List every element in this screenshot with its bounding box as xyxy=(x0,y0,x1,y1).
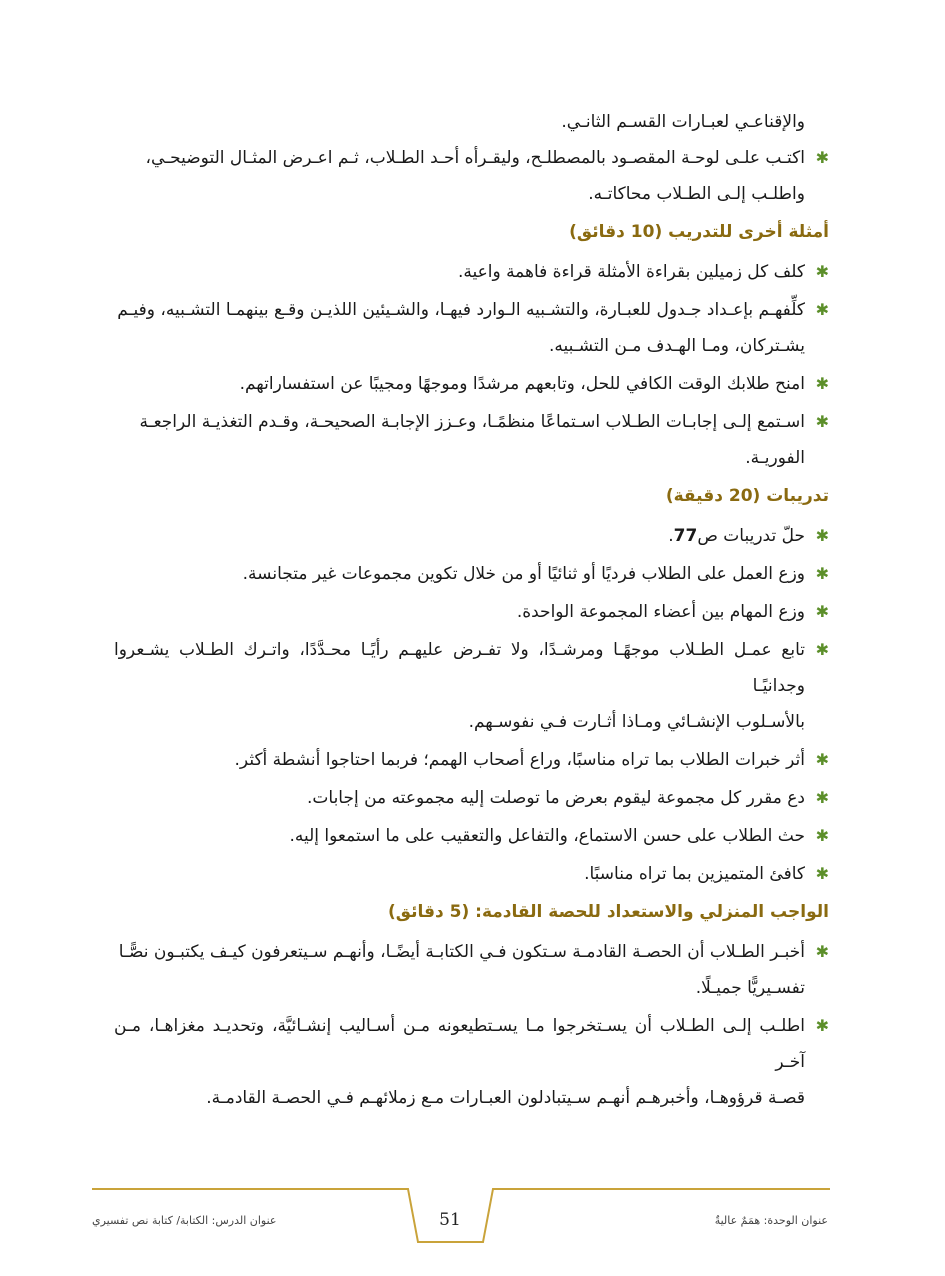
item-line: وزع المهام بين أعضاء المجموعة الواحدة. xyxy=(516,602,805,622)
list-item xyxy=(114,594,829,630)
bullet-icon: ✱ xyxy=(815,300,829,319)
list-item xyxy=(114,1008,829,1116)
item-line: تابع عمـل الطـلاب موجهًـا ومرشـدًا، ولا تفـرض عليهـم رأيًـا محـدَّدًا، واتـرك الطـلاب يشـعروا وجدانيًـا xyxy=(114,640,805,696)
intro-continuation: والإقناعـي لعبـارات القسـم الثانـي. xyxy=(561,112,805,132)
list-item xyxy=(114,818,829,854)
bullet-icon: ✱ xyxy=(815,826,829,845)
list-item xyxy=(114,366,829,402)
list-item xyxy=(114,140,829,212)
item-line: أثر خبرات الطلاب بما تراه مناسبًا، وراع أصحاب الهمم؛ فربما احتاجوا أنشطة أكثر. xyxy=(234,750,805,770)
item-line: اكتـب علـى لوحـة المقصـود بالمصطلـح، وليقـرأه أحـد الطـلاب، ثـم اعـرض المثـال التوضيحـي، xyxy=(145,148,805,168)
section-heading-exercises: تدريبات (20 دقيقة) xyxy=(665,486,829,506)
list-item xyxy=(114,518,829,554)
bullet-icon: ✱ xyxy=(815,526,829,545)
item-line: كلف كل زميلين بقراءة الأمثلة قراءة فاهمة واعية. xyxy=(457,262,805,282)
list-item xyxy=(114,632,829,740)
bullet-icon: ✱ xyxy=(815,148,829,167)
list-item xyxy=(114,934,829,1006)
item-line: امنح طلابك الوقت الكافي للحل، وتابعهم مرشدًا وموجهًا ومجيبًا عن استفساراتهم. xyxy=(239,374,805,394)
page-content xyxy=(114,104,829,1118)
bullet-icon: ✱ xyxy=(815,1016,829,1035)
list-item xyxy=(114,404,829,476)
bullet-icon: ✱ xyxy=(815,640,829,659)
bullet-icon: ✱ xyxy=(815,750,829,769)
page-reference: 77 xyxy=(673,526,698,546)
page-number: 51 xyxy=(439,1210,461,1230)
item-line: اسـتمع إلـى إجابـات الطـلاب اسـتماعًا منظمًـا، وعـزز الإجابـة الصحيحـة، وقـدم التغذيـة الراجعـة xyxy=(139,412,805,432)
bullet-icon: ✱ xyxy=(815,412,829,431)
bullet-icon: ✱ xyxy=(815,374,829,393)
list-item xyxy=(114,556,829,592)
bullet-icon: ✱ xyxy=(815,262,829,281)
list-item xyxy=(114,254,829,290)
item-line: حلّ تدريبات ص xyxy=(697,526,805,546)
list-item xyxy=(114,856,829,892)
item-line: أخبـر الطـلاب أن الحصـة القادمـة سـتكون فـي الكتابـة أيضًـا، وأنهـم سـيتعرفون كيـف يكتبـون نصًّـا xyxy=(118,942,805,962)
item-line: حث الطلاب على حسن الاستماع، والتفاعل والتعقيب على ما استمعوا إليه. xyxy=(289,826,805,846)
page-footer xyxy=(0,1180,945,1260)
period: . xyxy=(668,526,674,546)
item-line: الفوريـة. xyxy=(745,448,805,468)
bullet-icon: ✱ xyxy=(815,602,829,621)
item-line: وزع العمل على الطلاب فرديًا أو ثنائيًا أو من خلال تكوين مجموعات غير متجانسة. xyxy=(242,564,805,584)
item-line: كافئ المتميزين بما تراه مناسبًا. xyxy=(584,864,805,884)
bullet-icon: ✱ xyxy=(815,942,829,961)
bullet-icon: ✱ xyxy=(815,564,829,583)
item-line: واطلـب إلـى الطـلاب محاكاتـه. xyxy=(588,184,805,204)
item-line: قصـة قرؤوهـا، وأخبرهـم أنهـم سـيتبادلون العبـارات مـع زملائهـم فـي الحصـة القادمـة. xyxy=(206,1088,805,1108)
item-line: تفسـيريًّا جميـلًا. xyxy=(695,978,805,998)
item-line: بالأسـلوب الإنشـائي ومـاذا أثـارت فـي نفوسـهم. xyxy=(468,712,805,732)
item-line: دع مقرر كل مجموعة ليقوم بعرض ما توصلت إليه مجموعته من إجابات. xyxy=(306,788,805,808)
lesson-title: عنوان الدرس: الكتابة/ كتابة نص تفسيري xyxy=(92,1214,277,1227)
section-heading-examples: أمثلة أخرى للتدريب (10 دقائق) xyxy=(569,222,829,242)
bullet-icon: ✱ xyxy=(815,788,829,807)
section-heading-homework: الواجب المنزلي والاستعداد للحصة القادمة: (5 دقائق) xyxy=(388,902,829,922)
list-item xyxy=(114,780,829,816)
list-item xyxy=(114,292,829,364)
item-line: اطلـب إلـى الطـلاب أن يسـتخرجوا مـا يسـتطيعونه مـن أسـاليب إنشـائيَّة، وتحديـد مغزاهـا، مـن آخـر xyxy=(114,1016,805,1072)
item-line: يشـتركان، ومـا الهـدف مـن التشـبيه. xyxy=(549,336,805,356)
bullet-icon: ✱ xyxy=(815,864,829,883)
unit-title: عنوان الوحدة: همَمٌ عاليةٌ xyxy=(714,1214,828,1227)
list-item xyxy=(114,742,829,778)
item-line: كلِّفهـم بإعـداد جـدول للعبـارة، والتشـبيه الـوارد فيهـا، والشـيئين اللذيـن وقـع بينهمـا التشـبيه، وفيـم xyxy=(117,300,805,320)
